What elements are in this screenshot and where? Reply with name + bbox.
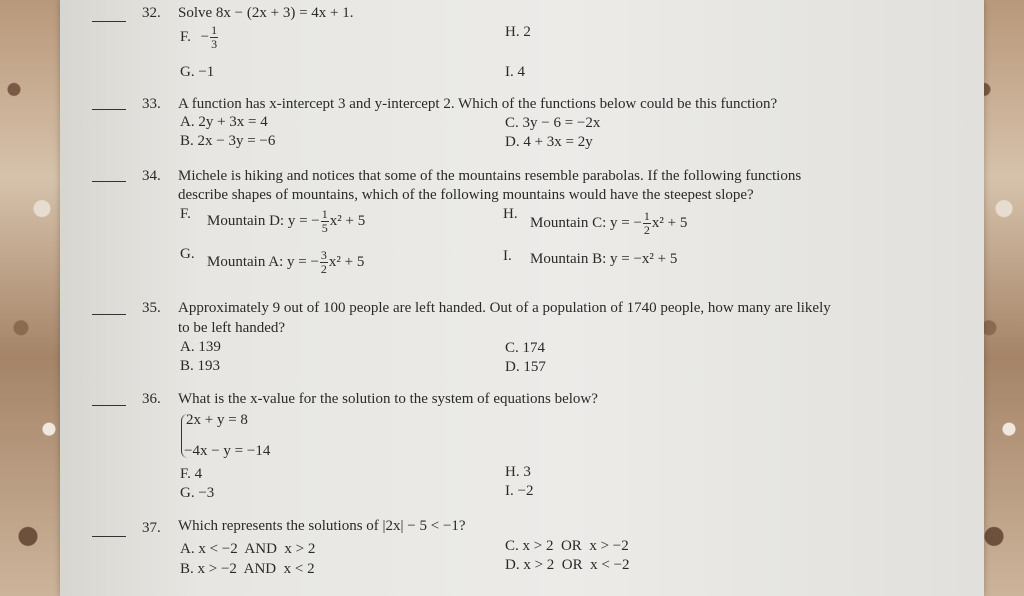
option-34-I-letter: I. <box>503 248 512 264</box>
fraction: $\frac{1}{2}$ <box>643 209 650 237</box>
answer-blank-37[interactable] <box>92 536 126 537</box>
answer-blank-33[interactable] <box>92 109 126 110</box>
answer-blank-32[interactable] <box>92 21 126 22</box>
equation-1: 2x + y = 8 <box>186 412 248 428</box>
option-33-D[interactable]: D. 4 + 3x = 2y <box>505 134 593 150</box>
option-35-B[interactable]: B. 193 <box>180 358 221 374</box>
option-35-C[interactable]: C. 174 <box>505 340 546 356</box>
option-37-B[interactable]: B. x > −2 AND x < 2 <box>180 561 315 577</box>
question-stem-34-line2: describe shapes of mountains, which of the following mountains would have the steepest slope? <box>178 187 754 203</box>
worksheet-page <box>60 0 984 596</box>
answer-blank-34[interactable] <box>92 181 126 182</box>
option-32-F[interactable]: F. − $\frac{1}{3}$ <box>180 23 218 51</box>
question-stem-33: A function has x-intercept 3 and y-intercept 2. Which of the functions below could be this function? <box>178 96 778 112</box>
question-number-34: 34. <box>142 168 161 184</box>
option-33-C[interactable]: C. 3y − 6 = −2x <box>505 115 601 131</box>
question-stem-32: Solve 8x − (2x + 3) = 4x + 1. <box>178 5 354 21</box>
option-34-G-letter: G. <box>180 246 195 262</box>
question-number-32: 32. <box>142 5 161 21</box>
option-34-F-letter: F. <box>180 206 191 222</box>
question-stem-35-line1: Approximately 9 out of 100 people are left handed. Out of a population of 1740 people, how many are likely <box>178 300 831 316</box>
answer-blank-35[interactable] <box>92 314 126 315</box>
option-33-A[interactable]: A. 2y + 3x = 4 <box>180 114 268 130</box>
fraction: $\frac{3}{2}$ <box>320 248 327 276</box>
option-34-F[interactable]: Mountain D: y = − $\frac{1}{5}$ x² + 5 <box>207 207 366 235</box>
option-33-B[interactable]: B. 2x − 3y = −6 <box>180 133 276 149</box>
option-34-I[interactable]: Mountain B: y = −x² + 5 <box>530 251 678 267</box>
option-36-I[interactable]: I. −2 <box>505 483 534 499</box>
option-35-A[interactable]: A. 139 <box>180 339 221 355</box>
fraction: $\frac{1}{5}$ <box>321 207 328 235</box>
question-number-33: 33. <box>142 96 161 112</box>
option-36-H[interactable]: H. 3 <box>505 464 531 480</box>
answer-blank-36[interactable] <box>92 405 126 406</box>
question-stem-34-line1: Michele is hiking and notices that some of the mountains resemble parabolas. If the following functions <box>178 168 802 184</box>
option-34-H-letter: H. <box>503 206 518 222</box>
option-32-I[interactable]: I. 4 <box>505 64 525 80</box>
option-36-F[interactable]: F. 4 <box>180 466 203 482</box>
option-34-G[interactable]: Mountain A: y = − $\frac{3}{2}$ x² + 5 <box>207 248 365 276</box>
option-35-D[interactable]: D. 157 <box>505 359 546 375</box>
question-stem-37: Which represents the solutions of |2x| − 5 < −1? <box>178 518 466 534</box>
option-32-H[interactable]: H. 2 <box>505 24 531 40</box>
question-number-37: 37. <box>142 520 161 536</box>
option-34-H[interactable]: Mountain C: y = − $\frac{1}{2}$ x² + 5 <box>530 209 688 237</box>
question-stem-35-line2: to be left handed? <box>178 320 286 336</box>
option-32-G[interactable]: G. −1 <box>180 64 215 80</box>
option-37-C[interactable]: C. x > 2 OR x > −2 <box>505 538 629 554</box>
option-37-A[interactable]: A. x < −2 AND x > 2 <box>180 541 316 557</box>
fraction: $\frac{1}{3}$ <box>211 23 218 51</box>
question-number-35: 35. <box>142 300 161 316</box>
equation-2: −4x − y = −14 <box>184 443 271 459</box>
option-37-D[interactable]: D. x > 2 OR x < −2 <box>505 557 630 573</box>
question-stem-36: What is the x-value for the solution to the system of equations below? <box>178 391 598 407</box>
option-letter: F. <box>180 28 191 45</box>
option-36-G[interactable]: G. −3 <box>180 485 215 501</box>
question-number-36: 36. <box>142 391 161 407</box>
